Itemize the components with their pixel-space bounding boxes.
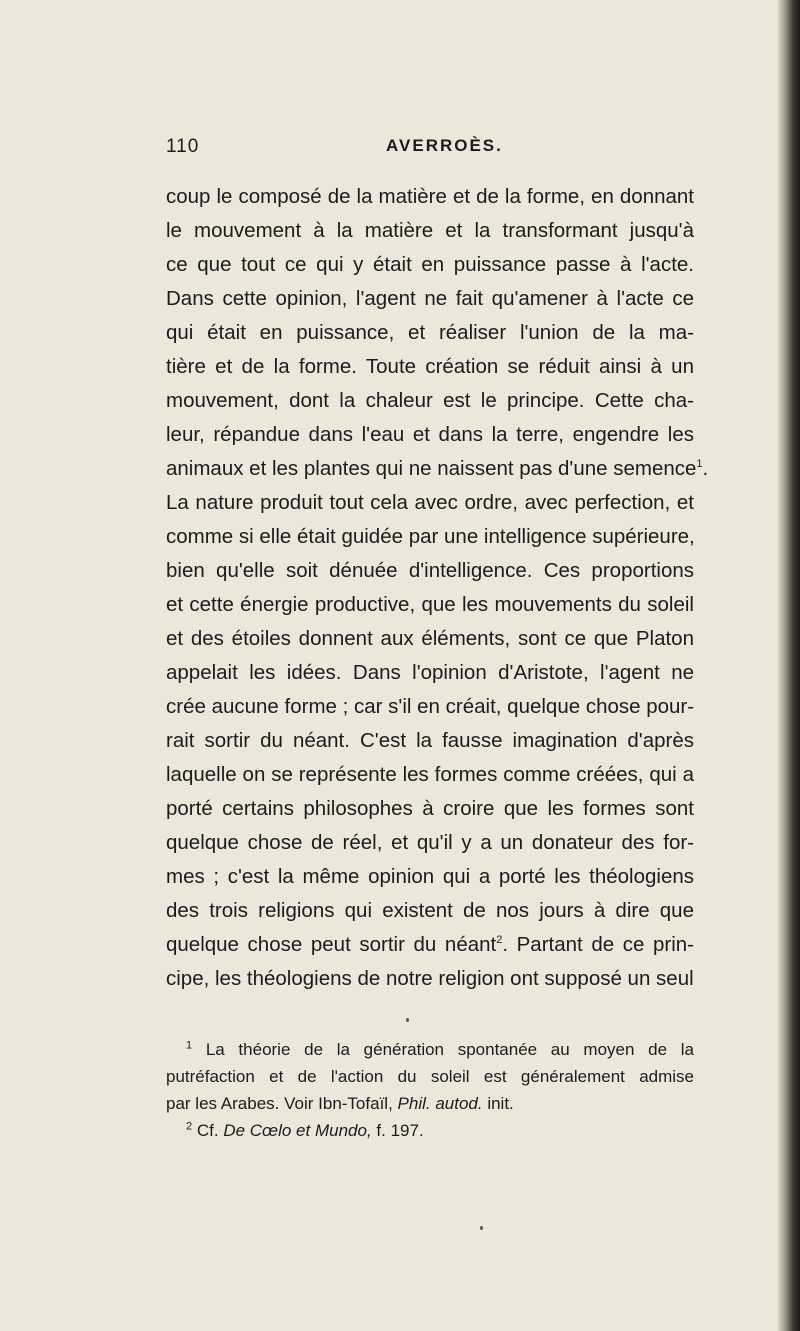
- text-line: mouvement, dont la chaleur est le principe. Cette cha-: [166, 389, 694, 412]
- footnote-1-continued: [166, 1090, 694, 1117]
- footnotes: [166, 1036, 694, 1144]
- footnote-text: f. 197.: [376, 1121, 424, 1140]
- text-line: et des étoiles donnent aux éléments, sont ce que Platon: [166, 627, 694, 650]
- footnote-marker-2: 2: [186, 1120, 193, 1133]
- text-line: des trois religions qui existent de nos jours à dire que: [166, 899, 694, 922]
- text-line-punct: .: [702, 457, 709, 480]
- footnote-text: La théorie de la génération spontanée au moyen de la: [205, 1040, 694, 1059]
- text-line-content: animaux et les plantes qui ne naissent pas d'une semence: [166, 457, 697, 480]
- text-line: ce que tout ce qui y était en puissance passe à l'acte.: [166, 253, 694, 276]
- running-title: AVERROÈS.: [386, 136, 503, 155]
- text-line: La nature produit tout cela avec ordre, avec perfection, et: [166, 491, 694, 514]
- footnote-ref-1[interactable]: 1: [696, 458, 703, 471]
- work-title: De Cœlo et Mundo,: [223, 1121, 372, 1140]
- footnote-1-continued: putréfaction et de l'action du soleil est généralement admise: [166, 1067, 694, 1086]
- text-line: rait sortir du néant. C'est la fausse imagination d'après: [166, 729, 694, 752]
- text-line: coup le composé de la matière et de la forme, en donnant: [166, 185, 694, 208]
- footnote-text: par les Arabes. Voir Ibn-Tofaïl,: [166, 1094, 393, 1113]
- text-line: tière et de la forme. Toute création se réduit ainsi à un: [166, 355, 694, 378]
- text-line: bien qu'elle soit dénuée d'intelligence. Ces proportions: [166, 559, 694, 582]
- text-line: laquelle on se représente les formes comme créées, qui a: [166, 763, 694, 786]
- page-number: 110: [166, 136, 200, 157]
- text-line: le mouvement à la matière et la transformant jusqu'à: [166, 219, 694, 242]
- text-line-continuation: . Partant de ce prin-: [502, 933, 694, 956]
- text-line: porté certains philosophes à croire que les formes sont: [166, 797, 694, 820]
- text-line: mes ; c'est la même opinion qui a porté les théologiens: [166, 865, 694, 888]
- text-line: leur, répandue dans l'eau et dans la terre, engendre les: [166, 423, 694, 446]
- footnote-1: [166, 1036, 694, 1063]
- footnote-2: [166, 1117, 694, 1144]
- text-line: Dans cette opinion, l'agent ne fait qu'amener à l'acte ce: [166, 287, 694, 310]
- ink-speck: [480, 1226, 483, 1230]
- main-text: [166, 180, 709, 996]
- footnote-ref-2[interactable]: 2: [496, 934, 503, 947]
- work-title: Phil. autod.: [397, 1094, 483, 1113]
- text-line: [166, 928, 694, 962]
- text-line: [166, 452, 709, 486]
- ink-speck: [406, 1018, 409, 1022]
- text-line: et cette énergie productive, que les mouvements du soleil: [166, 593, 694, 616]
- page-edge-shadow: [778, 0, 800, 1331]
- footnote-marker-1: 1: [186, 1039, 193, 1052]
- footnote-text: init.: [487, 1094, 514, 1113]
- footnote-text: Cf.: [196, 1121, 219, 1140]
- text-line: crée aucune forme ; car s'il en créait, quelque chose pour-: [166, 695, 695, 718]
- text-line-content: quelque chose peut sortir du néant: [166, 933, 497, 956]
- text-line: qui était en puissance, et réaliser l'union de la ma-: [166, 321, 694, 344]
- text-line: comme si elle était guidée par une intelligence supérieure,: [166, 525, 695, 548]
- text-line: cipe, les théologiens de notre religion ont supposé un seul: [166, 967, 694, 990]
- text-line: quelque chose de réel, et qu'il y a un donateur des for-: [166, 831, 694, 854]
- page-header: [166, 136, 686, 166]
- text-line: appelait les idées. Dans l'opinion d'Aristote, l'agent ne: [166, 661, 694, 684]
